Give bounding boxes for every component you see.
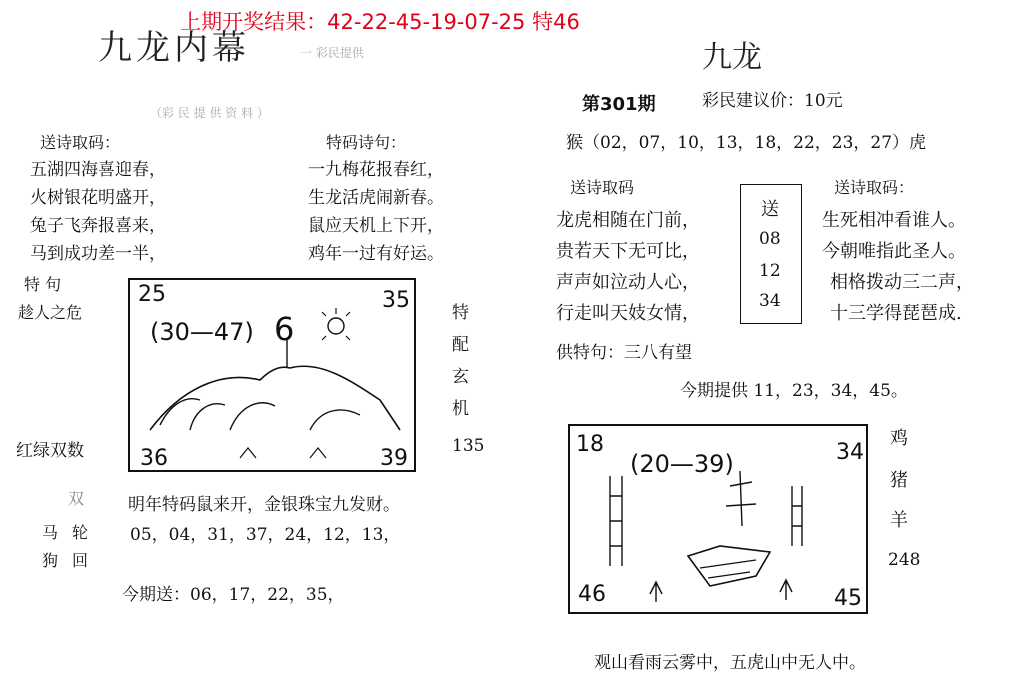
te-pei-2: 配 [452, 335, 469, 355]
right-poem2-line-1: 生死相冲看谁人。 [822, 210, 966, 231]
left-poem1-head: 送诗取码： [40, 133, 121, 152]
song-box [740, 184, 802, 324]
left-poem2-line-1: 一九梅花报春红， [308, 160, 444, 180]
right-poem1-line-3: 声声如泣动人心， [556, 272, 700, 293]
left-box-bottom-left: 36 [140, 446, 168, 471]
left-box-special: 6 [274, 310, 295, 348]
right-number-248: 248 [888, 550, 921, 570]
side-top-char: 双 [68, 489, 85, 508]
te-pei-3: 玄 [452, 367, 469, 387]
te-pei-1: 特 [452, 303, 469, 323]
animal-2: 猪 [890, 470, 908, 491]
right-poem1-head: 送诗取码 [570, 178, 635, 197]
left-subtitle: 一 彩民提供 [300, 46, 364, 60]
jin-qi-song: 今期送：06，17，22，35， [122, 585, 345, 605]
te-ju-label: 特 句 [24, 275, 62, 294]
suggested-price: 彩民建议价：10元 [702, 91, 843, 111]
left-poem2-line-3: 鼠应天机上下开， [308, 216, 444, 236]
side-right-a: 轮 [72, 523, 89, 542]
song-box-num-1: 08 [759, 229, 781, 249]
left-box-top-right: 35 [382, 288, 410, 313]
right-footer-poem: 观山看雨云雾中，五虎山中无人中。 [594, 653, 866, 673]
mountain-sketch [130, 280, 414, 470]
left-poem1-line-3: 兔子飞奔报喜来， [30, 216, 166, 236]
side-left-b: 狗 [42, 551, 59, 570]
animal-1: 鸡 [890, 428, 908, 449]
right-poem2-line-3: 相格拨动三二声， [830, 272, 974, 293]
left-faint-line: （彩 民 提 供 资 料 ） [150, 106, 269, 120]
right-box-range: (20—39) [630, 450, 734, 478]
left-box-bottom-right: 39 [380, 446, 408, 471]
mingnian-line: 明年特码鼠来开，金银珠宝九发财。 [128, 495, 400, 515]
right-poem1-line-4: 行走叫天妓女情， [556, 303, 700, 324]
te-ju-text: 趁人之危 [18, 303, 83, 322]
animal-3: 羊 [890, 510, 908, 531]
left-box-range: (30—47) [150, 318, 254, 346]
right-poem2-head: 送诗取码： [834, 178, 915, 197]
left-poem1-line-2: 火树银花明盛开， [30, 188, 166, 208]
result-banner: 上期开奖结果：42-22-45-19-07-25 特46 [180, 10, 580, 34]
right-poem2-line-4: 十三学得琵琶成. [830, 303, 962, 324]
right-box-bottom-right: 45 [834, 586, 862, 611]
song-box-num-2: 12 [759, 261, 781, 281]
jin-qi-ti-gong: 今期提供 11，23，34，45。 [680, 381, 908, 401]
song-box-num-3: 34 [759, 291, 781, 311]
hong-lv-shuang-shu: 红绿双数 [16, 441, 84, 461]
song-box-label: 送 [761, 199, 779, 220]
left-poem1-line-1: 五湖四海喜迎春， [30, 160, 166, 180]
side-right-b: 回 [72, 551, 89, 570]
right-box-top-left: 18 [576, 432, 604, 457]
left-title: 九龙内幕 [98, 28, 250, 68]
hou-hu-numbers: 猴（02，07，10，13，18，22，23，27）虎 [566, 133, 927, 153]
te-pei-4: 机 [452, 399, 469, 419]
left-poem2-line-2: 生龙活虎闹新春。 [308, 188, 444, 208]
left-numbers: 05，04，31，37，24，12，13， [130, 525, 401, 545]
left-poem1-line-4: 马到成功差一半， [30, 244, 166, 264]
right-box-bottom-left: 46 [578, 582, 606, 607]
left-poem2-line-4: 鸡年一过有好运。 [308, 244, 444, 264]
left-drawing-box [128, 278, 416, 472]
side-left-a: 马 [42, 523, 59, 542]
right-poem1-line-1: 龙虎相随在门前， [556, 210, 700, 231]
right-drawing-box [568, 424, 868, 614]
right-poem1-line-2: 贵若天下无可比， [556, 241, 700, 262]
left-box-top-left: 25 [138, 282, 166, 307]
gong-te-ju: 供特句：三八有望 [556, 343, 692, 363]
right-box-top-right: 34 [836, 440, 864, 465]
left-number-135: 135 [452, 436, 485, 456]
left-poem2-head: 特码诗句： [326, 133, 407, 152]
right-title: 九龙 [702, 40, 762, 75]
right-poem2-line-2: 今朝唯指此圣人。 [822, 241, 966, 262]
issue-number: 第301期 [582, 94, 656, 115]
